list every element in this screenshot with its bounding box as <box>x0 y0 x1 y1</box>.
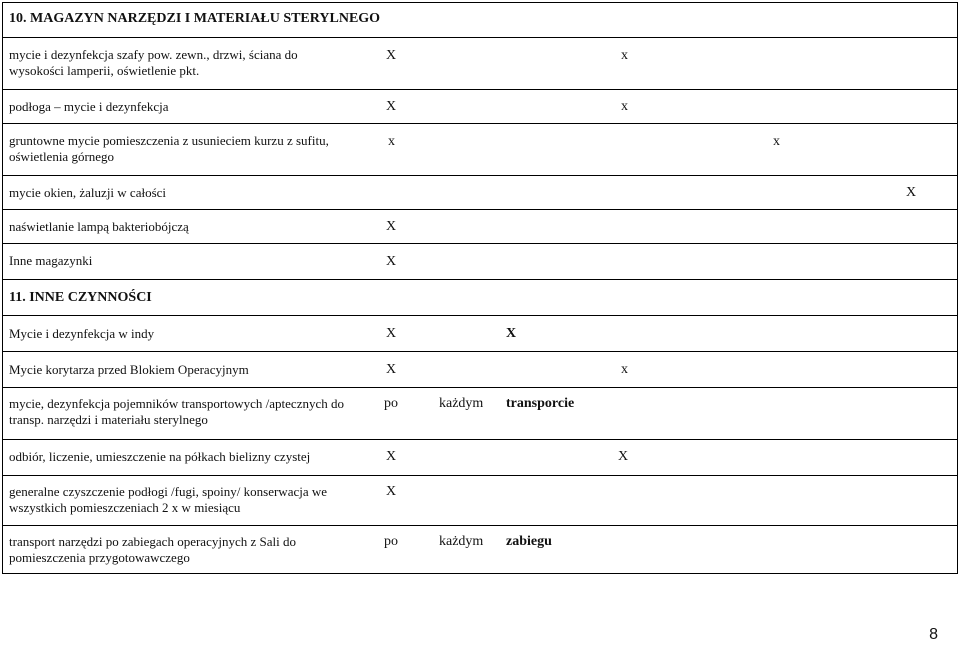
task-description: mycie okien, żaluzji w całości <box>9 185 167 200</box>
frequency-mark: X <box>386 362 397 377</box>
section-11-header-row <box>3 279 957 315</box>
frequency-mark: X <box>386 254 397 269</box>
frequency-mark: X <box>386 99 397 114</box>
frequency-mark: X <box>386 219 397 234</box>
table-row <box>3 475 957 525</box>
task-description: mycie, dezynfekcja pojemników transportowych /aptecznych do transp. narzędzi i materiału sterylnego <box>9 396 344 427</box>
table-row <box>3 243 957 279</box>
frequency-word: każdym <box>439 534 484 549</box>
table-row <box>3 525 957 573</box>
task-description: mycie i dezynfekcja szafy pow. zewn., drzwi, ściana do wysokości lamperii, oświetlenie pkt. <box>9 47 298 78</box>
task-description: Mycie korytarza przed Blokiem Operacyjnym <box>9 362 249 377</box>
section-10-title: 10. MAGAZYN NARZĘDZI I MATERIAŁU STERYLNEGO <box>9 11 381 26</box>
table-row <box>3 315 957 351</box>
frequency-mark: X <box>386 449 397 464</box>
task-description: transport narzędzi po zabiegach operacyjnych z Sali do pomieszczenia przygotowawczego <box>9 534 296 565</box>
table-row <box>3 37 957 89</box>
table-row <box>3 175 957 209</box>
page-number: 8 <box>929 626 938 643</box>
frequency-mark: x <box>621 48 628 63</box>
frequency-word: transporcie <box>506 396 575 411</box>
task-description: podłoga – mycie i dezynfekcja <box>9 99 169 114</box>
frequency-mark: X <box>618 449 629 464</box>
table-row <box>3 89 957 123</box>
task-description: Inne magazynki <box>9 253 93 268</box>
frequency-mark: X <box>906 185 917 200</box>
frequency-mark: x <box>621 99 628 114</box>
section-10-header-row <box>3 3 957 37</box>
table-row <box>3 123 957 175</box>
frequency-mark: X <box>386 326 397 341</box>
table-row <box>3 387 957 439</box>
cleaning-schedule-table <box>2 2 958 574</box>
task-description: generalne czyszczenie podłogi /fugi, spoiny/ konserwacja we wszystkich pomieszczeniach 2 x w miesiącu <box>9 484 328 515</box>
frequency-mark: x <box>388 134 395 149</box>
table-row <box>3 209 957 243</box>
frequency-word: po <box>384 396 398 411</box>
task-description: odbiór, liczenie, umieszczenie na półkach bielizny czystej <box>9 449 311 464</box>
frequency-mark: X <box>386 484 397 499</box>
frequency-word: po <box>384 534 398 549</box>
task-description: gruntowne mycie pomieszczenia z usunieciem kurzu z sufitu, oświetlenia górnego <box>9 133 329 164</box>
section-11-title: 11. INNE CZYNNOŚCI <box>9 290 152 305</box>
task-description: naświetlanie lampą bakteriobójczą <box>9 219 189 234</box>
task-description: Mycie i dezynfekcja w indy <box>9 326 155 341</box>
frequency-mark: x <box>621 362 628 377</box>
frequency-mark: x <box>773 134 780 149</box>
frequency-word: zabiegu <box>506 534 552 549</box>
frequency-mark: X <box>386 48 397 63</box>
table-row <box>3 351 957 387</box>
table-row <box>3 439 957 475</box>
frequency-mark: X <box>506 326 517 341</box>
frequency-word: każdym <box>439 396 484 411</box>
